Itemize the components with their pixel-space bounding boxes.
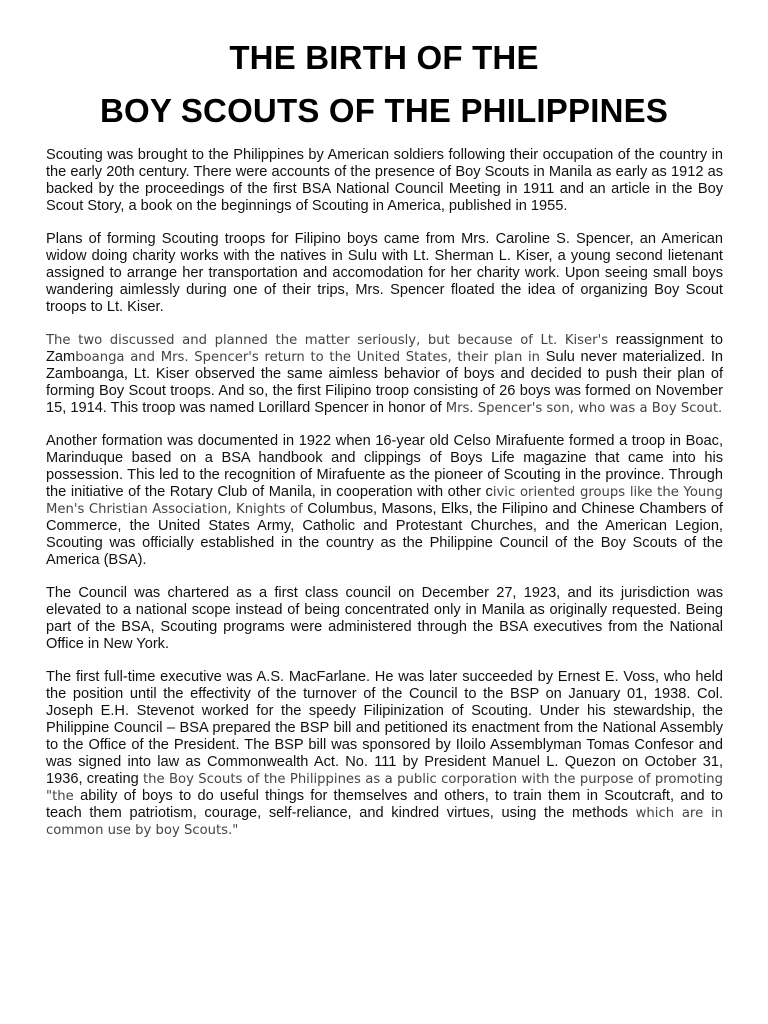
paragraph-4: [46, 433, 723, 569]
paragraph-2: [46, 231, 723, 316]
paragraph-4-text-a: Another formation was documented in 1922 when 16-year old Celso Mirafuente formed a troop in Boac, Marinduque based on a BSA handbook and clippings of Boys Life magazine that came into his possession. This led to the recognition of Mirafuente as the pioneer of Scouting in the province. Through the initiative of the Rotary Club of Manila, in cooperation with other c: [46, 433, 723, 500]
paragraph-3-text-b: reassignment to Zam: [46, 332, 723, 365]
paragraph-6: [46, 669, 723, 839]
paragraph-1: [46, 147, 723, 215]
paragraph-6-text-b: the Boy Scouts of the Philippines as a public corporation with the purpose of promoting "the: [46, 772, 723, 804]
paragraph-4-text-b: ivic oriented groups like the Young Men's Christian Association, Knights of: [46, 485, 723, 517]
document-body: [46, 147, 723, 855]
paragraph-5: [46, 585, 723, 653]
title-line-1: THE BIRTH OF THE: [229, 39, 539, 76]
paragraph-5-text: The Council was chartered as a first class council on December 27, 1923, and its jurisdiction was elevated to a national scope instead of being concentrated only in Manila as originally requested. Being part of the BSA, Scouting programs were administered through the BSA executives from the National Office in New York.: [46, 585, 723, 652]
paragraph-6-text-d: which are in common use by boy Scouts.": [46, 806, 723, 838]
paragraph-6-text-a: The first full-time executive was A.S. MacFarlane. He was later succeeded by Ernest E. Voss, who held the position until the effectivity of the turnover of the Council to the BSP on January 01, 1938. Col. Joseph E.H. Stevenot worked for the speedy Filipinization of Scouting. Under his stewardship, the Philippine Council – BSA prepared the BSP bill and petitioned its enactment from the National Assembly to the Office of the President. The BSP bill was sponsored by Iloilo Assemblyman Tomas Confesor and was signed into law as Commonwealth Act. No. 111 by President Manuel L. Quezon on October 31, 1936, creating: [46, 669, 723, 787]
paragraph-4-text-c: Columbus, Masons, Elks, the Filipino and Chinese Chambers of Commerce, the United States Army, Catholic and Protestant Churches, and the American Legion, Scouting was officially established in the country as the Philippine Council of the Boy Scouts of the America (BSA).: [46, 501, 723, 568]
paragraph-3-text-c: boanga and Mrs. Spencer's return to the United States, their plan in: [75, 350, 546, 365]
paragraph-6-text-c: ability of boys to do useful things for themselves and others, to train them in Scoutcraft, and to teach them patriotism, courage, self-reliance, and kindred virtues, using the methods: [46, 788, 723, 821]
paragraph-2-text: Plans of forming Scouting troops for Filipino boys came from Mrs. Caroline S. Spencer, an American widow doing charity works with the natives in Sulu with Lt. Sherman L. Kiser, a young second lietenant assigned to arrange her transportation and accomodation for her charity work. Upon seeing small boys wandering aimlessly during one of their trips, Mrs. Spencer floated the idea of organizing Boy Scout troops to Lt. Kiser.: [46, 231, 723, 315]
paragraph-3: [46, 332, 723, 417]
paragraph-3-text-e: Mrs. Spencer's son, who was a Boy Scout.: [445, 401, 723, 416]
paragraph-1-text: Scouting was brought to the Philippines by American soldiers following their occupation of the country in the early 20th century. There were accounts of the presence of Boy Scouts in Manila as early as 1912 as backed by the proceedings of the first BSA National Council Meeting in 1911 and an article in the Boy Scout Story, a book on the beginnings of Scouting in America, published in 1955.: [46, 147, 723, 214]
paragraph-3-text-d: Sulu never materialized. In Zamboanga, Lt. Kiser observed the same aimless behavior of boys and decided to push their plan of forming Boy Scout troops. And so, the first Filipino troop consisting of 26 boys was formed on November 15, 1914. This troop was named Lorillard Spencer in honor of: [46, 349, 723, 416]
paragraph-3-text-a: The two discussed and planned the matter seriously, but because of Lt. Kiser's: [46, 333, 616, 348]
title-line-2: BOY SCOUTS OF THE PHILIPPINES: [99, 92, 669, 129]
